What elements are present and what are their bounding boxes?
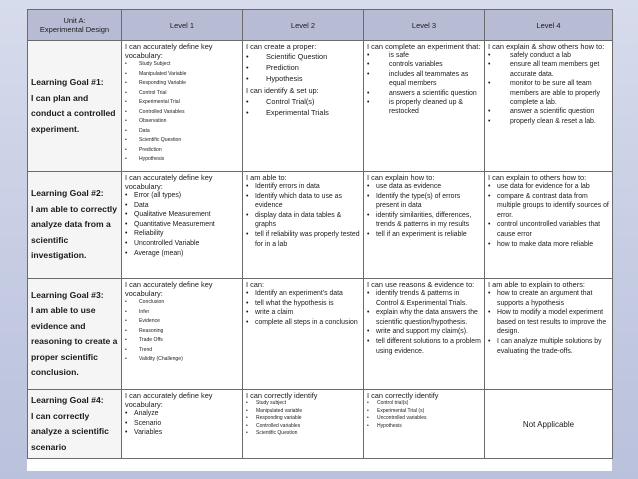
cell-lead: I can accurately define key vocabulary:	[125, 391, 213, 409]
list-item: • Experimental Trial (s)	[367, 408, 481, 416]
list-item: • Data	[125, 201, 239, 211]
list-item: • Reasoning	[125, 327, 239, 337]
list-item: • properly clean & reset a lab.	[488, 117, 609, 126]
header-level-1: Level 1	[122, 10, 243, 41]
list-item: • Infer	[125, 308, 239, 318]
list-item: • Observation	[125, 117, 239, 127]
header-level-4: Level 4	[485, 10, 613, 41]
list-item: • Hypothesis	[125, 155, 239, 165]
cell-goal3-level1	[122, 279, 243, 390]
cell-lead: I can explain & show others how to:	[488, 42, 605, 51]
rubric-table	[27, 9, 613, 459]
cell-goal4-level4: Not Applicable	[485, 390, 613, 459]
table-row	[28, 172, 613, 279]
cell-lead: I can explain how to:	[367, 173, 435, 182]
list-item: • Uncontrolled Variable	[125, 239, 239, 249]
cell-lead: I can:	[246, 280, 265, 289]
cell-goal1-level2	[243, 41, 364, 172]
list-item: • Uncontrolled variables	[367, 415, 481, 423]
bullet-list	[367, 182, 481, 240]
bullet-list	[488, 51, 609, 126]
cell-lead: I am able to:	[246, 173, 287, 182]
list-item: • is safe	[367, 51, 481, 60]
bullet-list	[488, 289, 609, 356]
cell-lead: I am able to explain to others:	[488, 280, 585, 289]
list-item: • Validity (Challenge)	[125, 355, 239, 365]
list-item: • answer a scientific question	[488, 107, 609, 116]
list-item: • Experimental Trials	[246, 107, 360, 118]
list-item: • how to make data more reliable	[488, 240, 609, 250]
list-item: • Responding Variable	[125, 79, 239, 89]
list-item: • explain why the data answers the scientific question/hypothesis.	[367, 308, 481, 327]
cell-goal3-level2	[243, 279, 364, 390]
list-item: • Analyze	[125, 409, 239, 419]
list-item: • Scientific Question	[125, 136, 239, 146]
bullet-list	[125, 409, 239, 438]
cell-lead: I can accurately define key vocabulary:	[125, 173, 213, 191]
cell-goal2-level3	[364, 172, 485, 279]
learning-goal-4: Learning Goal #4: I can correctly analyze a scientific scenario	[28, 390, 122, 459]
cell-goal3-level4	[485, 279, 613, 390]
table-row	[28, 279, 613, 390]
list-item: • Identify the type(s) of errors present in data	[367, 192, 481, 211]
bullet-list	[367, 51, 481, 117]
list-item: • display data in data tables & graphs	[246, 211, 360, 230]
cell-lead: I can explain to others how to:	[488, 173, 587, 182]
list-item: • tell what the hypothesis is	[246, 299, 360, 309]
cell-lead: I can use reasons & evidence to:	[367, 280, 475, 289]
bullet-list	[367, 400, 481, 430]
list-item: • I can analyze multiple solutions by evaluating the trade-offs.	[488, 337, 609, 356]
list-item: • Identify an experiment's data	[246, 289, 360, 299]
cell-lead: I can correctly identify	[246, 391, 318, 400]
list-item: • Responding variable	[246, 415, 360, 423]
list-item: • identify trends & patterns in Control & Experimental Trials.	[367, 289, 481, 308]
list-item: • How to modify a model experiment based on test results to improve the design.	[488, 308, 609, 337]
bullet-list	[246, 182, 360, 249]
cell-lead: I can create a proper:	[246, 42, 317, 51]
list-item: • ensure all team members get accurate data.	[488, 60, 609, 79]
table-row	[28, 390, 613, 459]
list-item: • Study Subject	[125, 60, 239, 70]
cell-goal4-level3	[364, 390, 485, 459]
list-item: • use data as evidence	[367, 182, 481, 192]
list-item: • Average (mean)	[125, 249, 239, 259]
header-unit: Unit A: Experimental Design	[28, 10, 122, 41]
list-item: • Manipulated variable	[246, 408, 360, 416]
cell-lead: I can accurately define key vocabulary:	[125, 280, 213, 298]
header-level-3: Level 3	[364, 10, 485, 41]
list-item: • Prediction	[246, 62, 360, 73]
list-item: • control uncontrolled variables that cause error	[488, 220, 609, 239]
list-item: • Scientific Question	[246, 51, 360, 62]
list-item: • Experimental Trial	[125, 98, 239, 108]
list-item: • Variables	[125, 428, 239, 438]
list-item: • monitor to be sure all team members are able to properly complete a lab.	[488, 79, 609, 107]
list-item: • Scenario	[125, 419, 239, 429]
list-item: • Conclusion	[125, 298, 239, 308]
list-item: • Scientific Question	[246, 430, 360, 438]
list-item: • Controlled Variables	[125, 108, 239, 118]
bullet-list	[488, 182, 609, 249]
header-row	[28, 10, 613, 41]
bullet-list	[125, 60, 239, 165]
bullet-list	[246, 289, 360, 327]
list-item: • Data	[125, 127, 239, 137]
list-item: • safely conduct a lab	[488, 51, 609, 60]
bullet-list	[125, 191, 239, 258]
list-item: • Control trial(s)	[367, 400, 481, 408]
list-item: • Identify errors in data	[246, 182, 360, 192]
bullet-list	[125, 298, 239, 365]
list-item: • Trade Offs	[125, 336, 239, 346]
list-item: • is properly cleaned up & restocked	[367, 98, 481, 117]
list-item: • Study subject	[246, 400, 360, 408]
cell-goal2-level2	[243, 172, 364, 279]
cell-goal4-level1	[122, 390, 243, 459]
list-item: • Hypothesis	[246, 73, 360, 84]
list-item: • how to create an argument that supports a hypothesis	[488, 289, 609, 308]
list-item: • Prediction	[125, 146, 239, 156]
list-item: • complete all steps in a conclusion	[246, 318, 360, 328]
list-item: • Qualitative Measurement	[125, 210, 239, 220]
list-item: • Identify which data to use as evidence	[246, 192, 360, 211]
cell-lead: I can correctly identify	[367, 391, 439, 400]
list-item: • controls variables	[367, 60, 481, 69]
list-item: • answers a scientific question	[367, 89, 481, 98]
list-item: • write and support my claim(s).	[367, 327, 481, 337]
list-item: • use data for evidence for a lab	[488, 182, 609, 192]
bullet-list	[246, 400, 360, 438]
table-row	[28, 41, 613, 172]
list-item: • tell different solutions to a problem using evidence.	[367, 337, 481, 356]
list-item: • Quantitative Measurement	[125, 220, 239, 230]
cell-lead-2: I can identify & set up:	[246, 85, 319, 95]
rubric-frame	[27, 9, 612, 471]
list-item: • write a claim	[246, 308, 360, 318]
learning-goal-2: Learning Goal #2: I am able to correctly analyze data from a scientific investigation.	[28, 172, 122, 279]
header-level-2: Level 2	[243, 10, 364, 41]
cell-goal2-level1	[122, 172, 243, 279]
list-item: • Manipulated Variable	[125, 70, 239, 80]
list-item: • includes all teammates as equal members	[367, 70, 481, 89]
list-item: • Error (all types)	[125, 191, 239, 201]
learning-goal-3: Learning Goal #3: I am able to use evidence and reasoning to create a proper scientific conclusion.	[28, 279, 122, 390]
list-item: • Controlled variables	[246, 423, 360, 431]
cell-goal3-level3	[364, 279, 485, 390]
list-item: • Control Trial(s)	[246, 96, 360, 107]
cell-goal1-level4	[485, 41, 613, 172]
list-item: • Trend	[125, 346, 239, 356]
list-item: • Evidence	[125, 317, 239, 327]
list-item: • compare & contrast data from multiple groups to identify sources of error.	[488, 192, 609, 221]
cell-goal1-level1	[122, 41, 243, 172]
bullet-list	[367, 289, 481, 356]
list-item: • identify similarities, differences, trends & patterns in my results	[367, 211, 481, 230]
cell-goal4-level2	[243, 390, 364, 459]
list-item: • Hypothesis	[367, 423, 481, 431]
bullet-list	[246, 51, 360, 85]
cell-lead: I can complete an experiment that:	[367, 42, 481, 51]
cell-goal2-level4	[485, 172, 613, 279]
learning-goal-1: Learning Goal #1: I can plan and conduct a controlled experiment.	[28, 41, 122, 172]
list-item: • Control Trial	[125, 89, 239, 99]
list-item: • tell if reliability was properly tested for in a lab	[246, 230, 360, 249]
list-item: • tell if an experiment is reliable	[367, 230, 481, 240]
list-item: • Reliability	[125, 229, 239, 239]
cell-lead: I can accurately define key vocabulary:	[125, 42, 213, 60]
bullet-list	[246, 96, 360, 118]
cell-goal1-level3	[364, 41, 485, 172]
